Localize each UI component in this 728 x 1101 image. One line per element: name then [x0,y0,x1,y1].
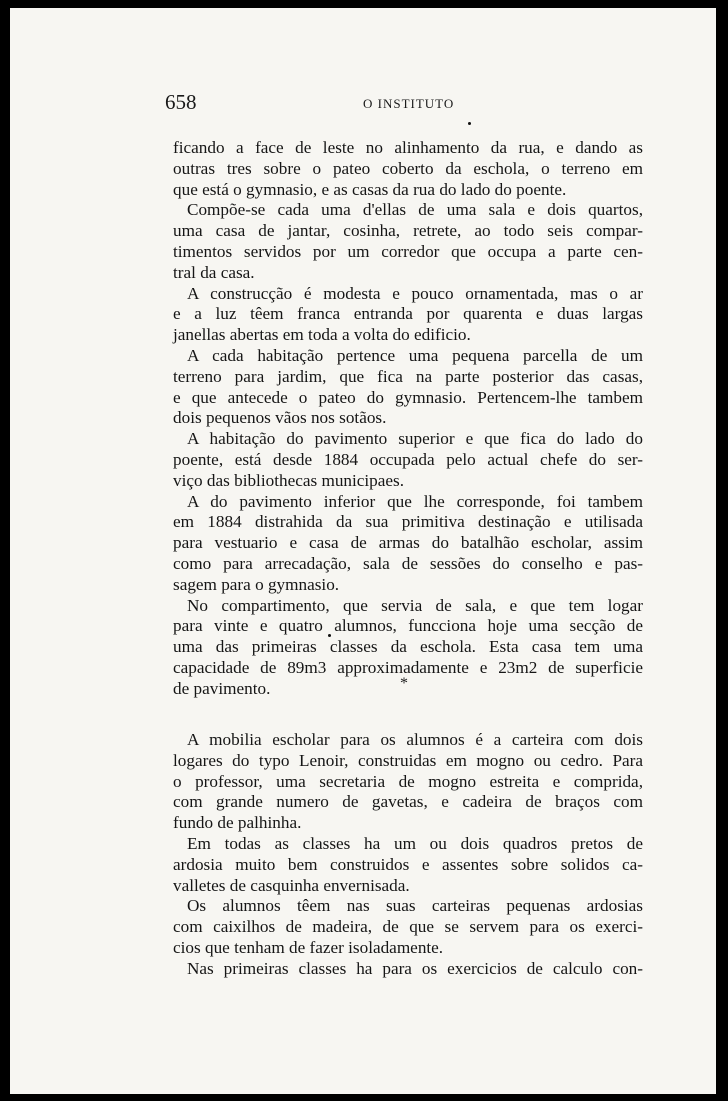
text-line: cios que tenham de fazer isoladamente. [173,937,444,957]
text-line: A habitação do pavimento superior e que fica do lado do [187,429,643,449]
text-line: para vestuario e casa de armas do batalhão escholar, assim [173,533,643,553]
text-line: outras tres sobre o pateo coberto da eschola, o terreno em [173,158,643,178]
text-line: com caixilhos de madeira, de que se servem para os exerci- [173,917,643,937]
text-line: A do pavimento inferior que lhe corresponde, foi tambem [187,491,643,511]
text-line: A cada habitação pertence uma pequena parcella de um [187,345,643,365]
text-line: dois pequenos vãos nos sotãos. [173,408,387,428]
book-page [10,8,716,1094]
text-line: No compartimento, que servia de sala, e que tem logar [187,595,643,615]
text-line: Em todas as classes ha um ou dois quadros pretos de [187,833,643,853]
text-line: valletes de casquinha envernisada. [173,875,410,895]
text-line: tral da casa. [173,262,255,282]
text-line: janellas abertas em toda a volta do edificio. [173,325,471,345]
page-number: 658 [165,90,197,114]
text-line: timentos servidos por um corredor que occupa a parte cen- [173,241,643,261]
running-title: O INSTITUTO [363,96,455,111]
text-line: Nas primeiras classes ha para os exercicios de calculo con- [187,958,643,978]
text-line: Os alumnos têem nas suas carteiras pequenas ardosias [187,896,643,916]
text-line: que está o gymnasio, e as casas da rua do lado do poente. [173,179,567,199]
text-line: de pavimento. [173,678,271,698]
text-line: A construcção é modesta e pouco ornamentada, mas o ar [187,283,643,303]
text-line: e que antecede o pateo do gymnasio. Pertencem-lhe tambem [173,387,643,407]
text-line: viço das bibliothecas municipaes. [173,470,405,490]
text-line: fundo de palhinha. [173,813,302,833]
body-text-section-2 [173,730,643,980]
section-separator: * [400,675,408,692]
text-line: capacidade de 89m3 approximadamente e 23m2 de superficie [173,657,643,677]
text-line: terreno para jardim, que fica na parte posterior das casas, [173,366,643,386]
text-line: o professor, uma secretaria de mogno estreita e comprida, [173,771,643,791]
text-line: como para arrecadação, sala de sessões do conselho e pas- [173,553,643,573]
text-line: Compõe-se cada uma d'ellas de uma sala e dois quartos, [187,200,643,220]
text-line: uma casa de jantar, cosinha, retrete, ao todo seis compar- [173,221,643,241]
text-line: com grande numero de gavetas, e cadeira de braços com [173,792,643,812]
body-text-section-1 [173,138,643,700]
text-line: A mobilia escholar para os alumnos é a carteira com dois [187,730,643,749]
text-line: sagem para o gymnasio. [173,574,340,594]
text-line: e a luz têem franca entranda por quarenta e duas largas [173,304,643,324]
ink-speck [468,122,471,125]
text-line: ardosia muito bem construidos e assentes sobre solidos ca- [173,854,643,874]
text-line: ficando a face de leste no alinhamento da rua, e dando as [173,138,643,157]
text-line: em 1884 distrahida da sua primitiva destinação e utilisada [173,512,643,532]
text-line: uma das primeiras classes da eschola. Esta casa tem uma [173,637,643,657]
page-header [165,90,645,120]
text-line: logares do typo Lenoir, construidas em mogno ou cedro. Para [173,750,643,770]
text-line: poente, está desde 1884 occupada pelo actual chefe do ser- [173,449,643,469]
text-line: para vinte e quatro alumnos, funcciona hoje uma secção de [173,616,643,636]
